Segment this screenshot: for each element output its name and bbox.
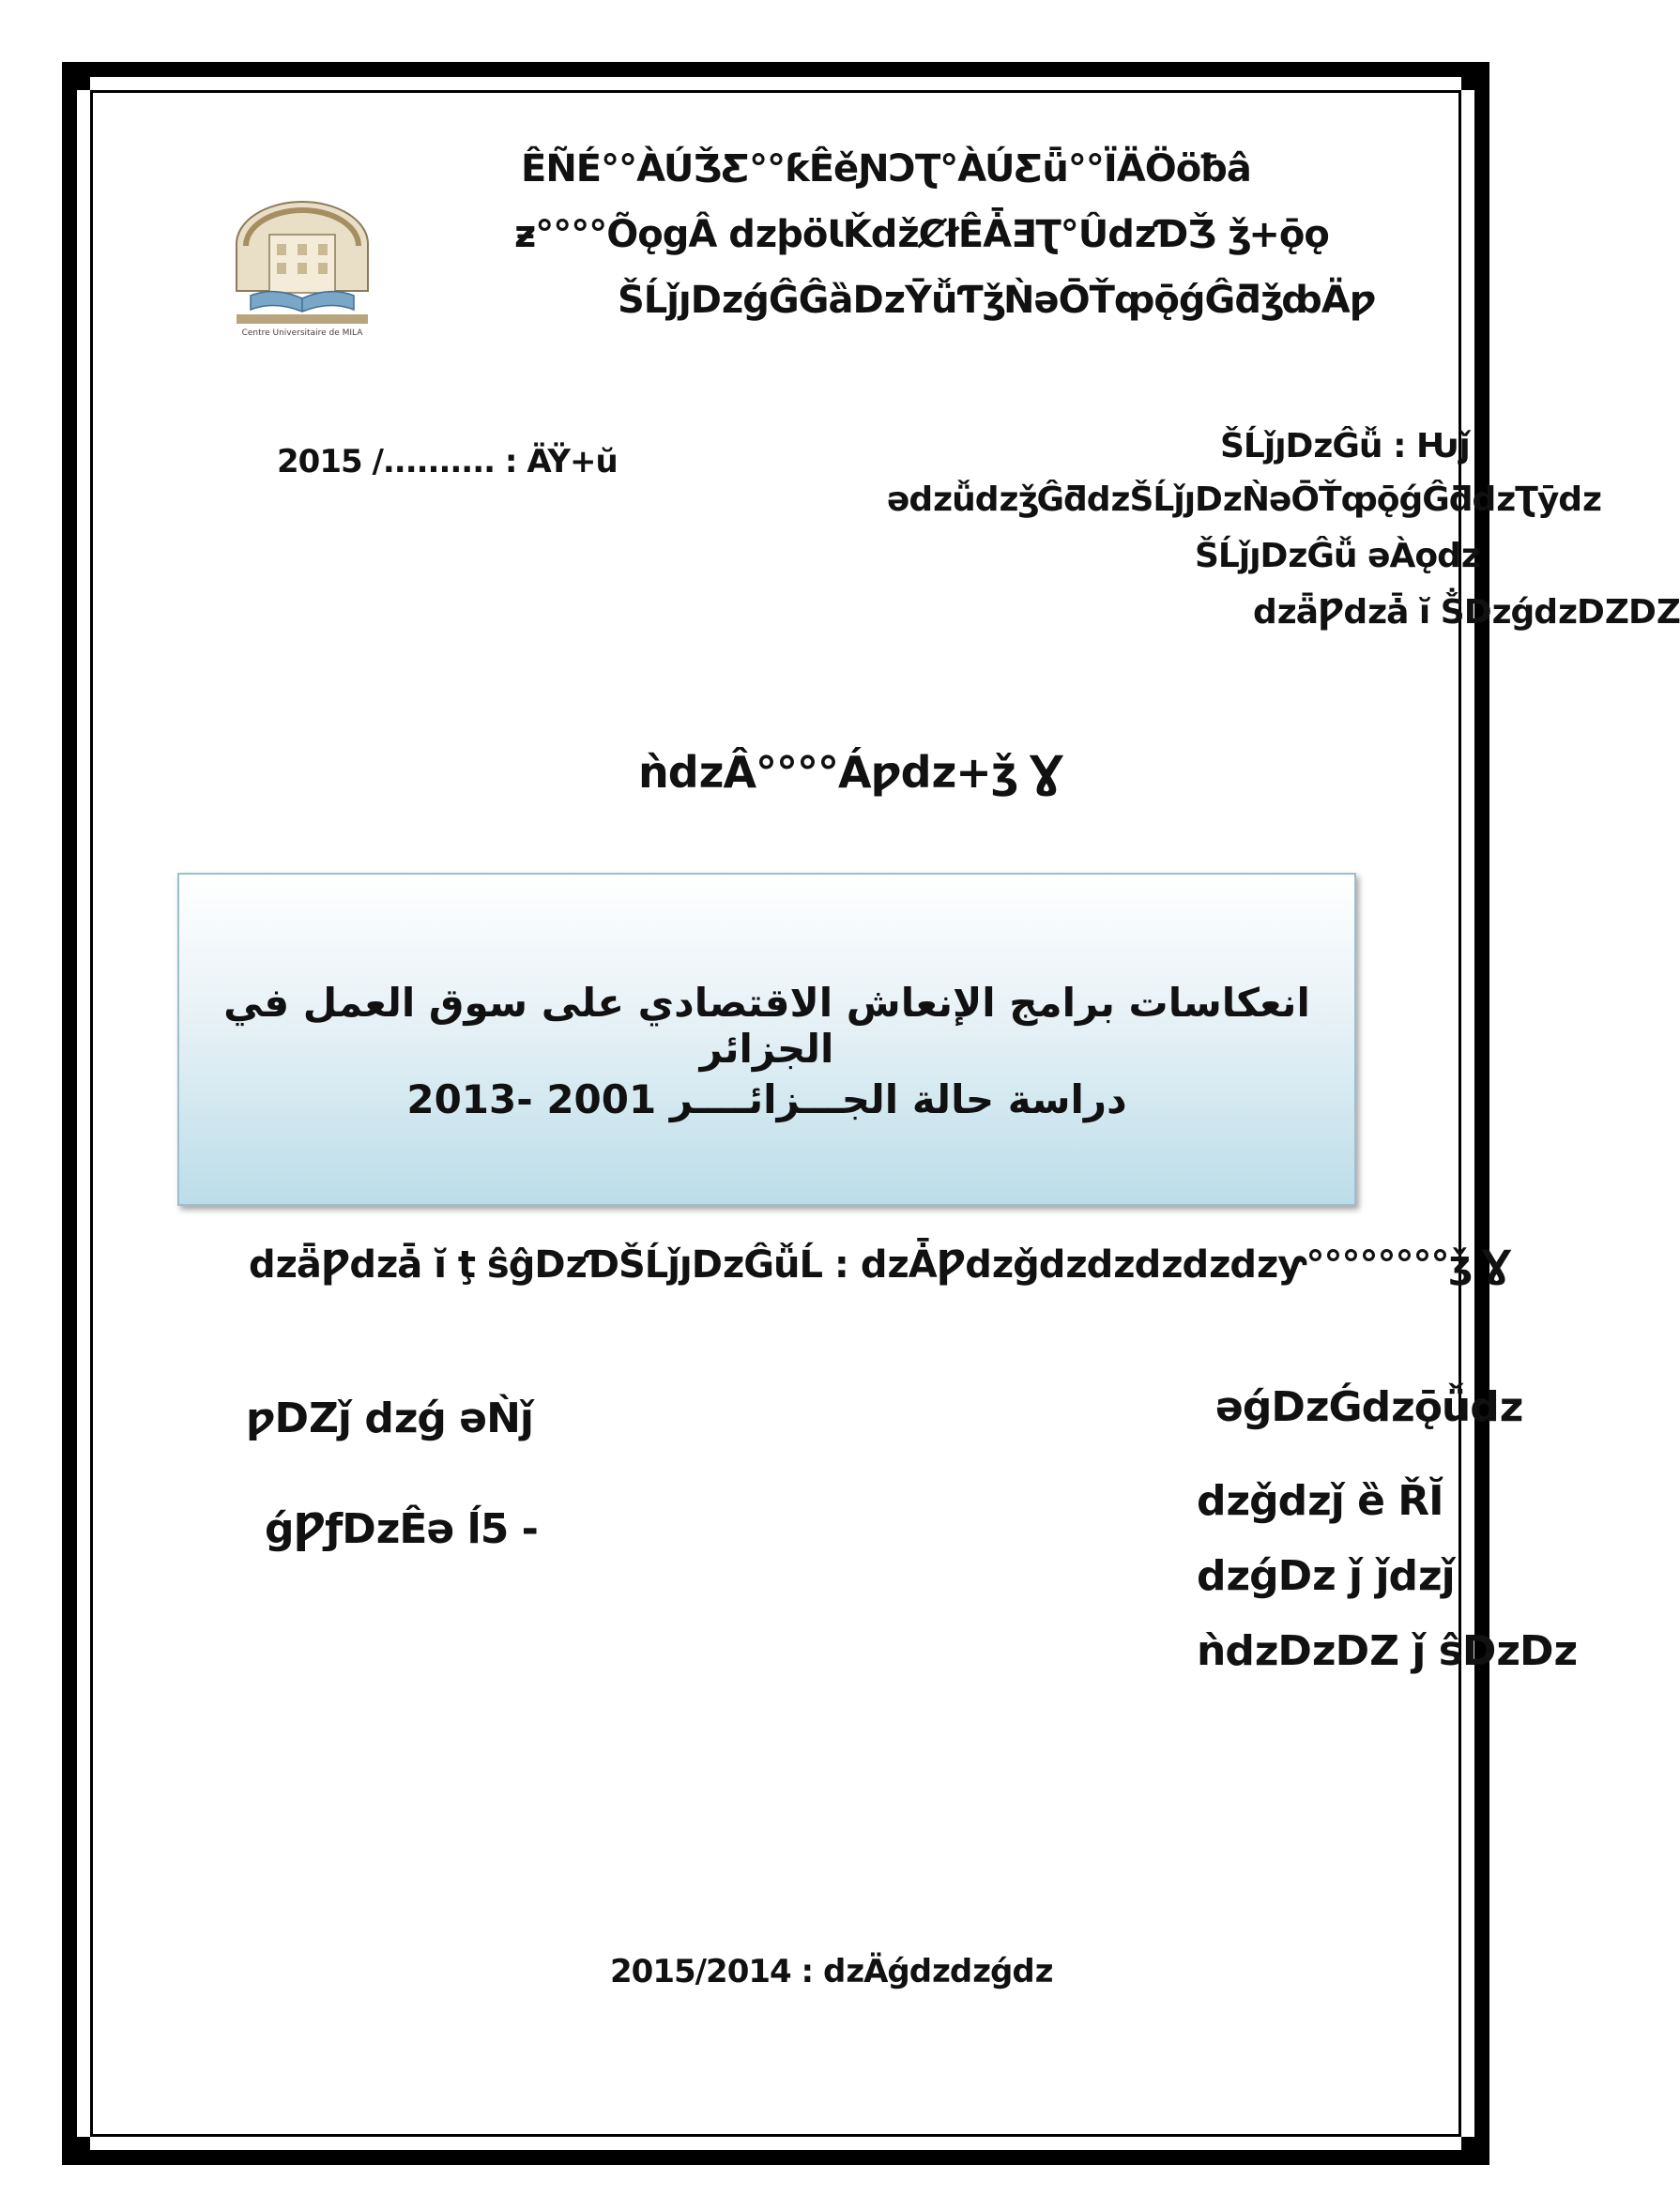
border-corner [62, 62, 90, 90]
header-line-3: ŠĹǰȷǲǵĜĜȁǲȲǚƬǯǸǝŌŤȹǭǵĜƌǯȸÄƿ [618, 279, 1376, 322]
thesis-subtitle: دراسة حالة الجـــزائــــر 2001 -2013 [406, 1076, 1127, 1122]
supervisor-name: ǵǷƒǲÊǝ ĺ5 - [265, 1505, 538, 1553]
student-name: ǳǵǲ ǰ ǰǳǰ [1197, 1552, 1455, 1600]
meta-line-4: ǳǟǷǳǡ ĭ ṦǲǵǳǱǱ [1253, 593, 1680, 632]
academic-year: 2015/2014 : ǳÄǵǳǳǵǳ [610, 1953, 1053, 1990]
supervisor-label: ƿǱǰ ǳǵ ǝǸǰ [246, 1395, 533, 1442]
memo-type: ǹǳÂ°°°°Áƿǳ+ǯ Ɣ [638, 747, 1063, 798]
thesis-title: انعكاسات برامج الإنعاش الاقتصادي على سوق العمل في الجزائر [223, 980, 1310, 1072]
header-line-2: ƶ°°°°ÕǫgÂ ǳþöƖǨǆȻłÊǠƎƮ°ÛǳƊǮ ǯ+ǭǫ [514, 213, 1329, 256]
student-name: ǳǧǳǰ ȅ ŘĬ [1197, 1477, 1443, 1525]
meta-line-3: ŠĹǰȷǲĜǚ ǝÀǫǳ [1195, 537, 1480, 575]
meta-line-1: ŠĹǰȷǲĜǚ : Ƕǰ [1220, 427, 1470, 465]
degree-specialization: ǳǟǷǳǡ ĭ ţ ŝĝǲƊŠĹǰȷǲĜǚĹ : ǳǠǷǳǧǳǳǳǳǳƴ°°°°°°°°ǯ Ɣ [249, 1243, 1511, 1287]
header-line-1: ÊÑÉ°°ÀÚǮƸ°°ƙÊěƝƆƮ°ÀÚƸǖ°°ÏÄÖöƀâ [521, 147, 1251, 191]
border-corner [1461, 2137, 1489, 2165]
meta-line-2: ǝǳǚǳǯĜƌǳŠĹǰȷǲǸǝŌŤȹǭǵĜƌǳƮȳǳ [887, 480, 1602, 519]
student-name: ǹǳǲǱ ǰ ŝǲǲ [1197, 1627, 1578, 1675]
border-corner [62, 2137, 90, 2165]
border-corner [1461, 62, 1489, 90]
students-label: ǝǵǲǴǳǭǚǳ [1215, 1383, 1523, 1431]
thesis-title-box [177, 873, 1356, 1206]
logo-caption: Centre Universitaire de MILA [241, 328, 363, 338]
reference-number: 2015 /.......... : ÄŸ+ŭ [277, 443, 618, 480]
university-logo [218, 197, 387, 357]
